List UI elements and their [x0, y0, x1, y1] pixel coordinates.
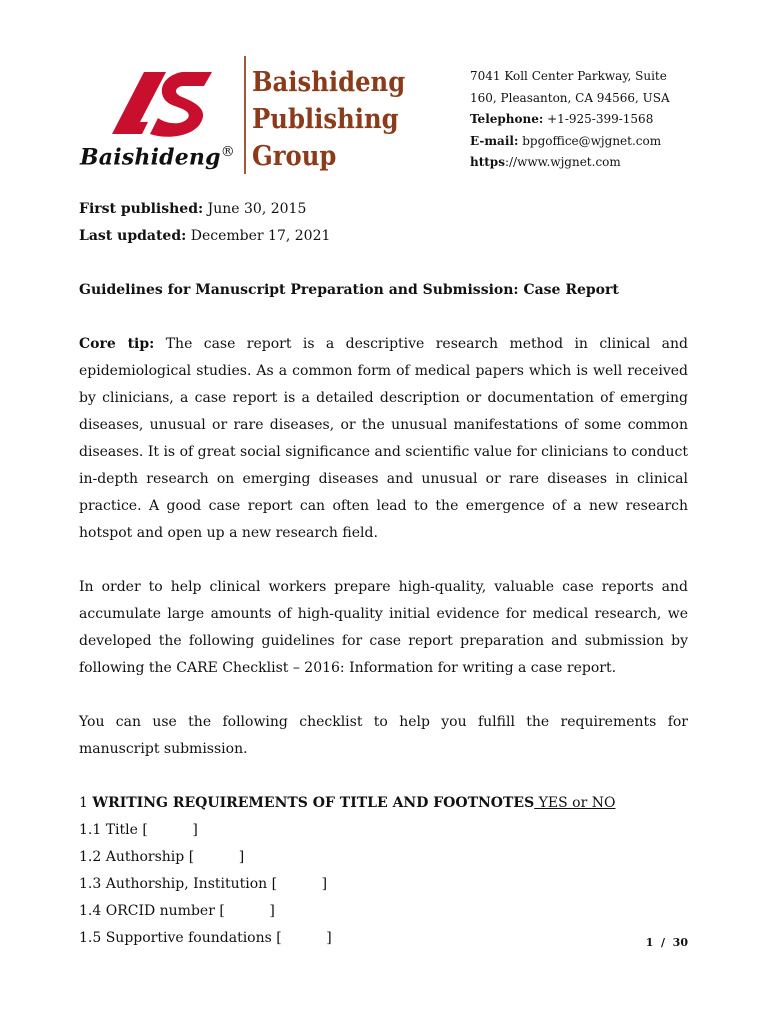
address-line-2: 160, Pleasanton, CA 94566, USA — [470, 90, 670, 105]
address-line-1: 7041 Koll Center Parkway, Suite — [470, 69, 667, 83]
document-body — [79, 196, 688, 952]
logo-wordmark: Baishideng® — [80, 144, 235, 171]
checklist-intro-paragraph: You can use the following checklist to help you fulfill the requirements for manuscript submission. — [79, 714, 688, 757]
email-link[interactable]: bpgoffice@wjgnet.com — [522, 133, 662, 148]
checklist-item: 1.1 Title [ ] — [79, 822, 198, 838]
document-title: Guidelines for Manuscript Preparation and Submission: Case Report — [79, 282, 619, 298]
brand-line-1: Baishideng — [252, 67, 406, 98]
last-updated: Last updated: December 17, 2021 — [79, 228, 331, 244]
website-link[interactable]: ://www.wjgnet.com — [504, 155, 621, 169]
baishideng-logo-mark — [104, 64, 234, 144]
publisher-name — [252, 64, 422, 175]
brand-line-2: Publishing — [252, 104, 399, 135]
website-line: https://www.wjgnet.com — [470, 155, 621, 169]
contact-block — [470, 66, 670, 174]
checklist-item: 1.4 ORCID number [ ] — [79, 903, 275, 919]
brand-line-3: Group — [252, 141, 337, 172]
core-tip-paragraph: Core tip: The case report is a descriptive research method in clinical and epidemiological studies. As a common form of medical papers which is well received by clinicians, a case report is a detailed description or documentation of emerging diseases, unusual or rare diseases, or the unusual manifestations of some common diseases. It is of great social significance and scientific value for clinicians to conduct in-depth research on emerging diseases and unusual or rare diseases in clinical practice. A good case report can often lead to the emergence of a new research hotspot and open up a new research field. — [79, 336, 688, 541]
checklist-item: 1.3 Authorship, Institution [ ] — [79, 876, 328, 892]
page-number: 1 / 30 — [645, 936, 688, 949]
checklist-item: 1.5 Supportive foundations [ ] — [79, 930, 332, 946]
intro-paragraph: In order to help clinical workers prepare high-quality, valuable case reports and accumulate large amounts of high-quality initial evidence for medical research, we developed the following guidelines for case report preparation and submission by following the CARE Checklist – 2016: Information for writing a case report. — [79, 579, 688, 676]
publisher-logo — [80, 64, 240, 174]
section-1-heading: 1 WRITING REQUIREMENTS OF TITLE AND FOOTNOTES YES or NO — [79, 795, 616, 811]
first-published: First published: June 30, 2015 — [79, 201, 307, 217]
yes-no-label: YES or NO — [534, 795, 616, 811]
checklist-item: 1.2 Authorship [ ] — [79, 849, 245, 865]
telephone-line: Telephone: +1-925-399-1568 — [470, 112, 654, 126]
header-divider — [244, 56, 246, 174]
email-line: E-mail: bpgoffice@wjgnet.com — [470, 133, 662, 148]
